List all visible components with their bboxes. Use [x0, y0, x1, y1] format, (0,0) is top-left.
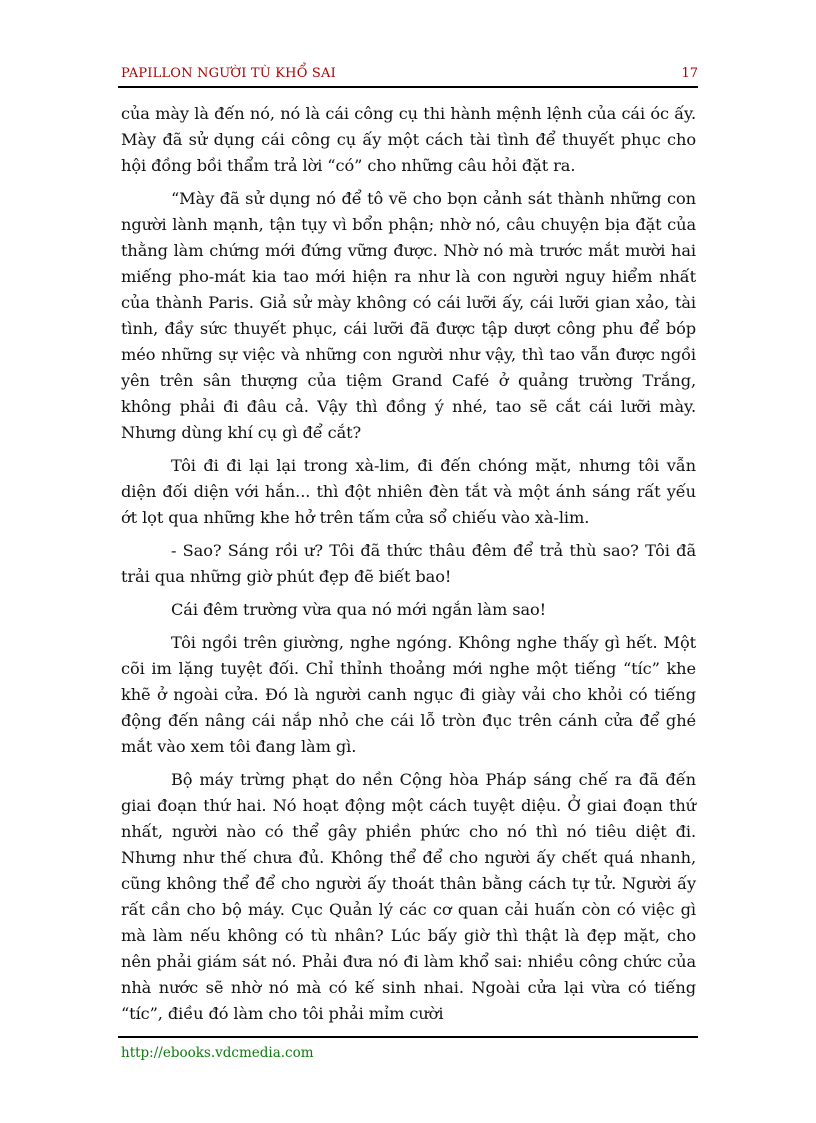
body-text	[121, 101, 696, 1034]
footer-link[interactable]: http://ebooks.vdcmedia.com	[121, 1045, 314, 1061]
paragraph: Tôi ngồi trên giường, nghe ngóng. Không nghe thấy gì hết. Một cõi im lặng tuyệt đối. Chỉ thỉnh thoảng mới nghe một tiếng “tíc” khe khẽ ở ngoài cửa. Đó là người canh ngục đi giày vải cho khỏi có tiếng động đến nâng cái nắp nhỏ che cái lỗ tròn đục trên cánh cửa để ghé mắt vào xem tôi đang làm gì.	[121, 633, 696, 756]
paragraph: - Sao? Sáng rồi ư? Tôi đã thức thâu đêm để trả thù sao? Tôi đã trải qua những giờ phút đẹp đẽ biết bao!	[121, 541, 696, 586]
footer-rule	[118, 1036, 698, 1038]
running-header	[121, 64, 698, 84]
page-number: 17	[681, 66, 698, 81]
paragraph: Cái đêm trường vừa qua nó mới ngắn làm sao!	[171, 600, 547, 619]
header-rule	[118, 86, 698, 88]
paragraph: Bộ máy trừng phạt do nền Cộng hòa Pháp sáng chế ra đã đến giai đoạn thứ hai. Nó hoạt động một cách tuyệt diệu. Ở giai đoạn thứ nhất, người nào có thể gây phiền phức cho nó thì nó tiêu diệt đi. Nhưng như thế chưa đủ. Không thể để cho người ấy chết quá nhanh, cũng không thể để cho người ấy thoát thân bằng cách tự tử. Người ấy rất cần cho bộ máy. Cục Quản lý các cơ quan cải huấn còn có việc gì mà làm nếu không có tù nhân? Lúc bấy giờ thì thật là đẹp mặt, cho nên phải giám sát nó. Phải đưa nó đi làm khổ sai: nhiều công chức của nhà nước sẽ nhờ nó mà có kế sinh nhai. Ngoài cửa lại vừa có tiếng “tíc”, điều đó làm cho tôi phải mỉm cười	[121, 770, 696, 1023]
paragraph: Tôi đi đi lại lại trong xà-lim, đi đến chóng mặt, nhưng tôi vẫn diện đối diện với hắn... thì đột nhiên đèn tắt và một ánh sáng rất yếu ớt lọt qua những khe hở trên tấm cửa sổ chiếu vào xà-lim.	[121, 456, 696, 527]
paragraph: của mày là đến nó, nó là cái công cụ thi hành mệnh lệnh của cái óc ấy. Mày đã sử dụng cái công cụ ấy một cách tài tình để thuyết phục cho hội đồng bồi thẩm trả lời “có” cho những câu hỏi đặt ra.	[121, 104, 696, 175]
book-title: PAPILLON NGƯỜI TÙ KHỔ SAI	[121, 66, 336, 81]
paragraph: “Mày đã sử dụng nó để tô vẽ cho bọn cảnh sát thành những con người lành mạnh, tận tụy vì bổn phận; nhờ nó, câu chuyện bịa đặt của thằng làm chứng mới đứng vững được. Nhờ nó mà trước mắt mười hai miếng pho-mát kia tao mới hiện ra như là con người nguy hiểm nhất của thành Paris. Giả sử mày không có cái lưỡi ấy, cái lưỡi gian xảo, tài tình, đầy sức thuyết phục, cái lưỡi đã được tập dượt công phu để bóp méo những sự việc và những con người như vậy, thì tao vẫn được ngồi yên trên sân thượng của tiệm Grand Café ở quảng trường Trắng, không phải đi đâu cả. Vậy thì đồng ý nhé, tao sẽ cắt cái lưỡi mày. Nhưng dùng khí cụ gì để cắt?	[121, 189, 696, 442]
